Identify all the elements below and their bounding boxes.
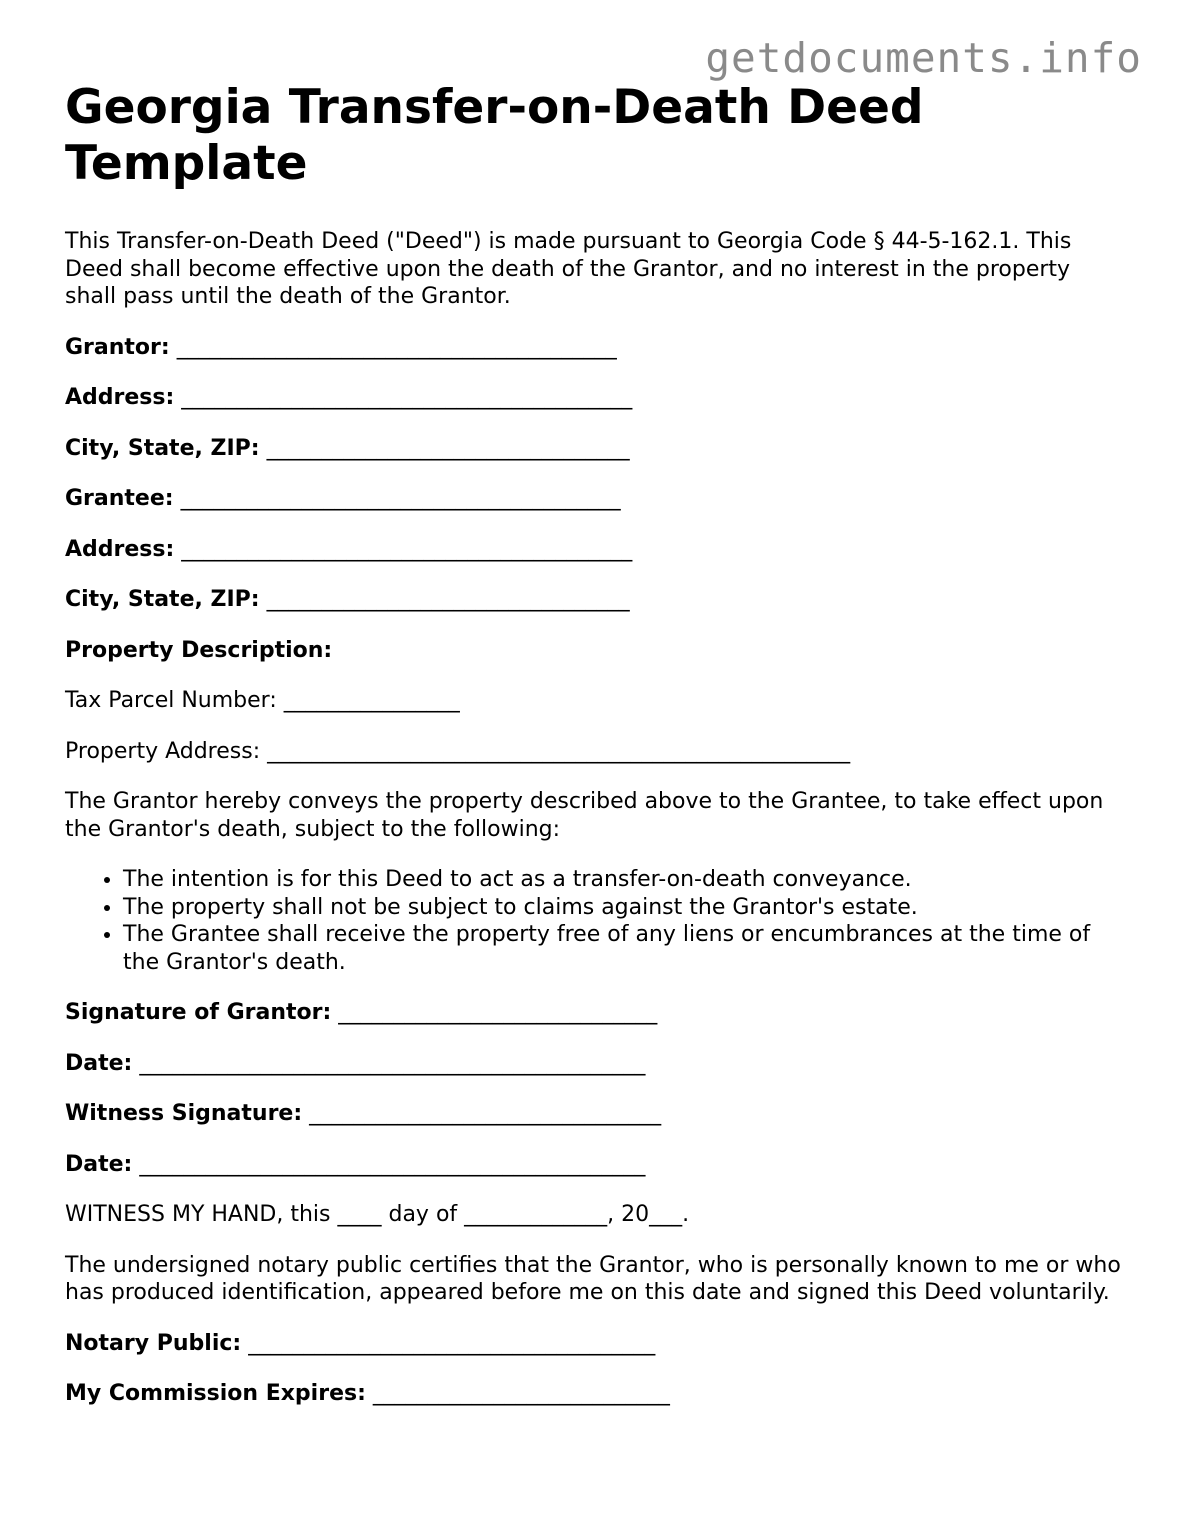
tax-parcel-label: Tax Parcel Number: — [65, 688, 277, 713]
witness-signature-field — [65, 1100, 1125, 1128]
grantor-address-field — [65, 384, 1125, 412]
witness-signature-blank[interactable]: ________________________________ — [309, 1101, 662, 1126]
conveyance-paragraph: The Grantor hereby conveys the property described above to the Grantee, to take effect upon the Grantor's death, subject to the following: — [65, 789, 1104, 842]
grantor-signature-label: Signature of Grantor: — [65, 1000, 332, 1025]
tax-parcel-field — [65, 687, 1125, 715]
property-address-blank[interactable]: _____________________________________________________ — [267, 738, 851, 764]
grantee-address-label: Address: — [65, 536, 175, 562]
grantor-date-blank[interactable]: ______________________________________________ — [139, 1050, 646, 1076]
grantee-city-blank[interactable]: _________________________________ — [266, 587, 630, 612]
property-description-heading — [65, 637, 1125, 665]
condition-item: • The intention is for this Deed to act as a transfer-on-death conveyance. — [123, 866, 1125, 894]
notary-public-label: Notary Public: — [65, 1330, 242, 1356]
commission-expires-label: My Commission Expires: — [65, 1381, 366, 1406]
intro-paragraph: This Transfer-on-Death Deed ("Deed") is made pursuant to Georgia Code § 44-5-162.1. This Deed shall become effective upon the death of the Grantor, and no interest in the property shall pass until the death of the Grantor. — [65, 229, 1072, 309]
condition-item: • The property shall not be subject to claims against the Grantor's estate. — [123, 894, 1125, 922]
document-title: Georgia Transfer-on-Death Deed Template — [65, 80, 924, 191]
tax-parcel-blank[interactable]: ________________ — [283, 688, 460, 713]
grantee-city-field — [65, 586, 1125, 614]
witness-date-field — [65, 1151, 1125, 1179]
grantor-signature-field — [65, 999, 1125, 1027]
witness-date-blank[interactable]: ______________________________________________ — [139, 1151, 646, 1177]
property-description-label: Property Description: — [65, 637, 333, 663]
commission-expires-blank[interactable]: ___________________________ — [372, 1381, 670, 1406]
commission-expires-field — [65, 1380, 1125, 1408]
property-address-field — [65, 738, 1125, 766]
watermark: getdocuments.info — [705, 34, 1142, 82]
grantee-address-field — [65, 536, 1125, 564]
grantee-blank[interactable]: ________________________________________ — [180, 486, 621, 511]
grantee-city-label: City, State, ZIP: — [65, 587, 260, 612]
grantor-city-label: City, State, ZIP: — [65, 435, 260, 461]
notary-paragraph: The undersigned notary public certifies that the Grantor, who is personally known to me or who has produced identification, appeared before me on this date and signed this Deed voluntarily. — [65, 1252, 1121, 1305]
grantor-city-field — [65, 435, 1125, 463]
property-address-label: Property Address: — [65, 738, 261, 764]
grantor-blank[interactable]: ________________________________________ — [176, 334, 617, 360]
grantor-date-label: Date: — [65, 1050, 133, 1076]
document-page — [65, 80, 1125, 1431]
grantor-label: Grantor: — [65, 334, 170, 360]
witness-hand-line: WITNESS MY HAND, this ____ day of _____________, 20___. — [65, 1202, 690, 1227]
grantee-label: Grantee: — [65, 486, 174, 511]
grantor-signature-blank[interactable]: _____________________________ — [338, 1000, 658, 1025]
grantee-field — [65, 485, 1125, 513]
notary-public-blank[interactable]: _____________________________________ — [248, 1330, 656, 1356]
grantor-city-blank[interactable]: _________________________________ — [266, 435, 630, 461]
conditions-list — [65, 866, 1125, 976]
notary-public-field — [65, 1330, 1125, 1358]
grantor-field — [65, 334, 1125, 362]
grantee-address-blank[interactable]: _________________________________________ — [181, 536, 633, 562]
witness-date-label: Date: — [65, 1151, 133, 1177]
condition-item: • The Grantee shall receive the property free of any liens or encumbrances at the time of the Grantor's death. — [123, 921, 1125, 976]
grantor-address-label: Address: — [65, 385, 175, 410]
grantor-address-blank[interactable]: _________________________________________ — [181, 385, 633, 410]
witness-signature-label: Witness Signature: — [65, 1101, 303, 1126]
grantor-date-field — [65, 1050, 1125, 1078]
